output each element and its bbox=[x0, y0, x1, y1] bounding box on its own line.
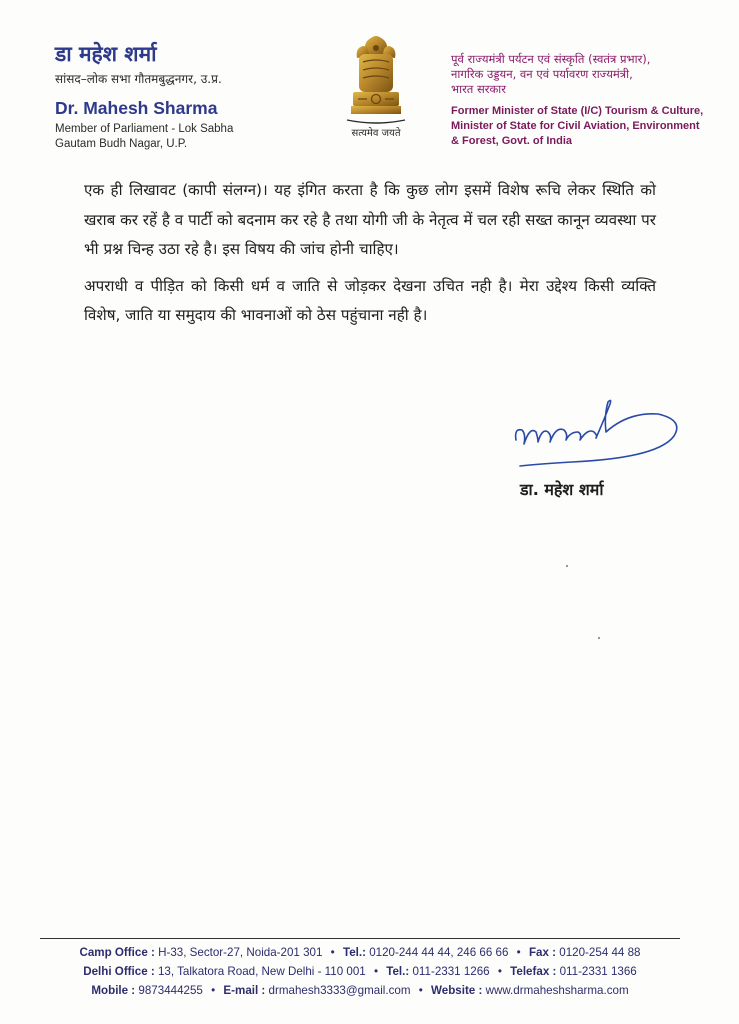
national-emblem bbox=[335, 32, 417, 144]
footer-divider bbox=[40, 938, 680, 939]
designation-block bbox=[451, 52, 721, 149]
delhi-office-label: Delhi Office : bbox=[83, 965, 155, 978]
national-emblem-icon bbox=[345, 32, 407, 124]
sender-block bbox=[55, 42, 315, 152]
mobile-value: 9873444255 bbox=[138, 984, 203, 997]
bullet-separator: • bbox=[418, 984, 423, 997]
email-link[interactable]: drmahesh3333@gmail.com bbox=[268, 984, 411, 997]
letter-body bbox=[84, 176, 656, 331]
signatory-name: डा. महेश शर्मा bbox=[520, 480, 604, 499]
designation-hindi-line-2: नागरिक उड्डयन, वन एवं पर्यावरण राज्यमंत्री, bbox=[451, 67, 633, 81]
footer-line-mobile bbox=[40, 981, 680, 1000]
sender-role-english: Member of Parliament - Lok Sabha bbox=[55, 123, 234, 135]
delhi-office-address: 13, Talkatora Road, New Delhi - 110 001 bbox=[157, 965, 366, 978]
website-link[interactable]: www.drmaheshsharma.com bbox=[485, 984, 629, 997]
designation-english-line-2: Minister of State for Civil Aviation, Environment bbox=[451, 120, 700, 132]
bullet-separator: • bbox=[373, 965, 379, 978]
sender-subtitle-hindi: सांसद–लोक सभा गौतमबुद्धनगर, उ.प्र. bbox=[55, 72, 222, 86]
designation-english-line-1: Former Minister of State (I/C) Tourism & Culture, bbox=[451, 105, 704, 117]
scan-speck bbox=[566, 565, 568, 567]
telefax-value: 011-2331 1366 bbox=[559, 965, 637, 978]
footer-contact bbox=[40, 943, 680, 1000]
tel2-value: 011-2331 1266 bbox=[412, 965, 490, 978]
designation-hindi-line-3: भारत सरकार bbox=[451, 82, 506, 96]
footer-line-delhi bbox=[40, 962, 680, 981]
scan-speck bbox=[598, 637, 600, 639]
sender-name-english: Dr. Mahesh Sharma bbox=[55, 98, 218, 118]
bullet-separator: • bbox=[211, 984, 216, 997]
camp-office-label: Camp Office : bbox=[79, 946, 155, 959]
sender-name-hindi: डा महेश शर्मा bbox=[55, 42, 157, 66]
mobile-label: Mobile : bbox=[91, 984, 136, 997]
bullet-separator: • bbox=[330, 946, 335, 959]
emblem-motto: सत्यमेव जयते bbox=[351, 128, 401, 139]
body-paragraph-1: एक ही लिखावट (कापी संलग्न)। यह इंगित करता है कि कुछ लोग इसमें विशेष रूचि लेकर स्थिति को खराब कर रहें है व पार्टी को बदनाम कर रहे है तथा योगी जी के नेतृत्व में चल रही सख्त कानून व्यवस्था पर भी प्रश्न चिन्ह उठा रहे है। इस विषय की जांच होनी चाहिए। bbox=[84, 181, 656, 258]
fax-value: 0120-254 44 88 bbox=[559, 946, 641, 959]
signature-icon bbox=[508, 392, 688, 472]
tel2-label: Tel.: bbox=[386, 965, 410, 978]
bullet-separator: • bbox=[497, 965, 502, 978]
email-label: E-mail : bbox=[223, 984, 266, 997]
fax-label: Fax : bbox=[528, 946, 557, 959]
footer-line-camp bbox=[40, 943, 680, 962]
sender-constituency-english: Gautam Budh Nagar, U.P. bbox=[55, 138, 188, 150]
designation-english-line-3: & Forest, Govt. of India bbox=[451, 135, 573, 147]
designation-hindi-line-1: पूर्व राज्यमंत्री पर्यटन एवं संस्कृति (स्वतंत्र प्रभार), bbox=[451, 52, 651, 66]
body-paragraph-2: अपराधी व पीड़ित को किसी धर्म व जाति से जोड़कर देखना उचित नही है। मेरा उद्देश्य किसी व्यक्ति विशेष, जाति या समुदाय की भावनाओं को ठेस पहुंचाना नही है। bbox=[84, 276, 656, 324]
camp-office-address: H-33, Sector-27, Noida-201 301 bbox=[158, 946, 323, 959]
bullet-separator: • bbox=[516, 946, 521, 959]
tel-label: Tel.: bbox=[342, 946, 366, 959]
telefax-label: Telefax : bbox=[510, 965, 557, 978]
tel-value: 0120-244 44 44, 246 66 66 bbox=[369, 946, 509, 959]
website-label: Website : bbox=[431, 984, 483, 997]
